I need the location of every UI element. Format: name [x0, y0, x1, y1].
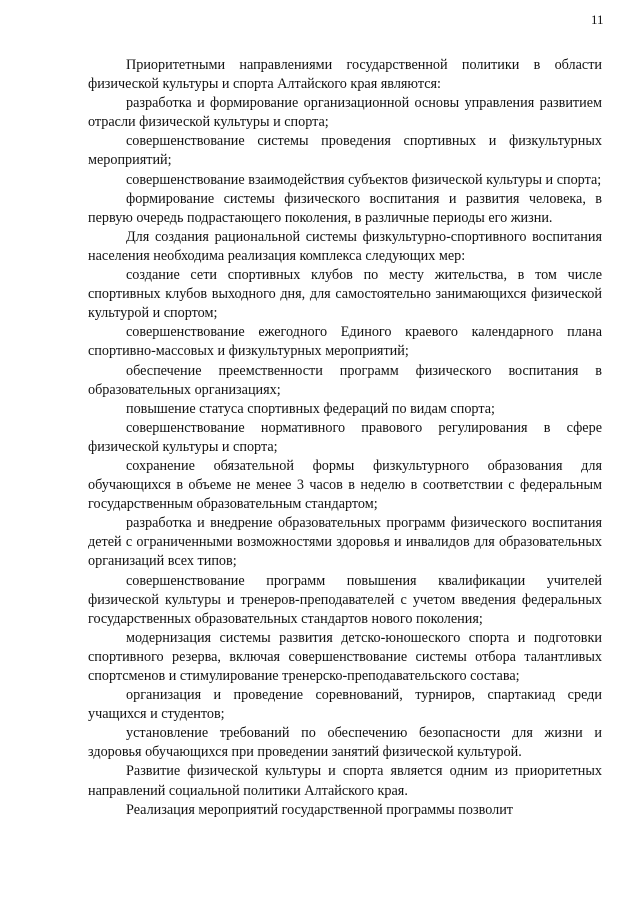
- paragraph: совершенствование ежегодного Единого краевого календарного плана спортивно-массовых и физкультурных мероприятий;: [88, 324, 602, 360]
- paragraph: Для создания рациональной системы физкультурно-спортивного воспитания населения необходима реализация комплекса следующих мер:: [88, 228, 602, 264]
- document-body: [88, 56, 602, 820]
- paragraph: формирование системы физического воспитания и развития человека, в первую очередь подрастающего поколения, в различные периоды его жизни.: [88, 190, 602, 226]
- paragraph: создание сети спортивных клубов по месту жительства, в том числе спортивных клубов выходного дня, для самостоятельно занимающихся физической культурой и спортом;: [88, 267, 602, 322]
- paragraph: Приоритетными направлениями государственной политики в области физической культуры и спорта Алтайского края являются:: [88, 57, 602, 93]
- paragraph: совершенствование системы проведения спортивных и физкультурных мероприятий;: [88, 133, 602, 169]
- paragraph: установление требований по обеспечению безопасности для жизни и здоровья обучающихся при проведении занятий физической культурой.: [88, 725, 602, 761]
- paragraph: Реализация мероприятий государственной программы позволит: [126, 801, 513, 818]
- paragraph: совершенствование нормативного правового регулирования в сфере физической культуры и спорта;: [88, 419, 602, 455]
- paragraph: обеспечение преемственности программ физического воспитания в образовательных организациях;: [88, 362, 602, 398]
- page-number: 11: [591, 12, 604, 27]
- paragraph: совершенствование взаимодействия субъектов физической культуры и спорта;: [126, 171, 602, 188]
- paragraph: разработка и внедрение образовательных программ физического воспитания детей с ограниченными возможностями здоровья и инвалидов для образовательных организаций всех типов;: [88, 515, 602, 570]
- paragraph: повышение статуса спортивных федераций по видам спорта;: [126, 400, 495, 417]
- paragraph: Развитие физической культуры и спорта является одним из приоритетных направлений социальной политики Алтайского края.: [88, 763, 602, 799]
- paragraph: разработка и формирование организационной основы управления развитием отрасли физической культуры и спорта;: [88, 95, 602, 131]
- paragraph: модернизация системы развития детско-юношеского спорта и подготовки спортивного резерва, включая совершенствование системы отбора талантливых спортсменов и стимулирование тренерско-преподавательского состава;: [88, 629, 602, 684]
- paragraph: сохранение обязательной формы физкультурного образования для обучающихся в объеме не менее 3 часов в неделю в соответствии с федеральным государственным образовательным стандартом;: [88, 457, 602, 513]
- paragraph: совершенствование программ повышения квалификации учителей физической культуры и тренеров-преподавателей с учетом введения федеральных государственных образовательных стандартов нового поколения;: [88, 572, 602, 627]
- paragraph: организация и проведение соревнований, турниров, спартакиад среди учащихся и студентов;: [88, 687, 602, 723]
